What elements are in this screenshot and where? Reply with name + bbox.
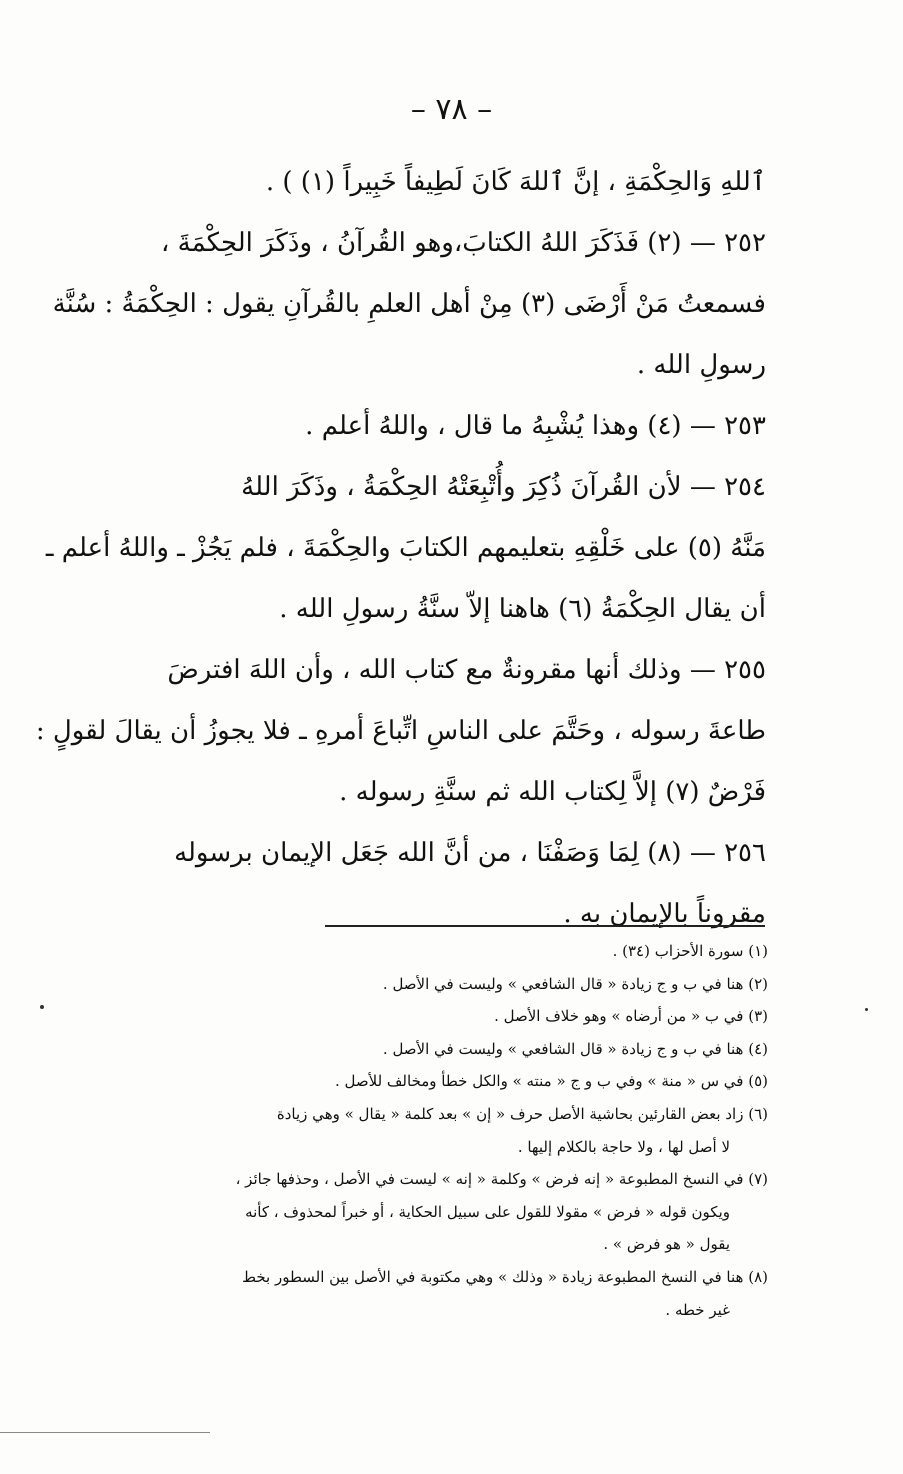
text-line: ٢٥٤ — لأن القُرآنَ ذُكِرَ وأُتْبِعَتْهُ الحِكْمَةُ ، وذَكَرَ اللهُ (241, 472, 766, 502)
footnote-line: (٥) في س « منة » وفي ب و ج « منته » والكل خطأ ومخالف للأصل . (334, 1072, 768, 1091)
text-line: ٢٥٥ — وذلك أنها مقرونةٌ مع كتاب الله ، وأن اللهَ افترضَ (167, 655, 766, 685)
footnotes (108, 935, 768, 1326)
footnote-line: (٣) في ب « من أرضاه » وهو خلاف الأصل . (494, 1007, 768, 1026)
text-line: طاعةَ رسوله ، وحَتَّمَ على الناسِ اتِّباعَ أمرهِ ـ فلا يجوزُ أن يقالَ لقولٍ : (35, 716, 766, 746)
footnote-line: غير خطه . (665, 1300, 730, 1319)
footnote-line: يقول « هو فرض » . (603, 1235, 730, 1254)
text-line: مَنَّهُ (٥) على خَلْقِهِ بتعليمهم الكتابَ والحِكْمَةَ ، فلم يَجُزْ ـ واللهُ أعلم ـ (45, 533, 766, 563)
footnote-line: (٧) في النسخ المطبوعة « إنه فرض » وكلمة « إنه » ليست في الأصل ، وحذفها جائز ، (235, 1170, 768, 1189)
text-line: ٢٥٣ — (٤) وهذا يُشْبِهُ ما قال ، واللهُ أعلم . (305, 411, 766, 441)
footnote-line: لا أصل لها ، ولا حاجة بالكلام إليها . (517, 1137, 730, 1156)
footnote-separator (325, 925, 765, 927)
footnote-line: (٨) هنا في النسخ المطبوعة زيادة « وذلك » وهي مكتوبة في الأصل بين السطور بخط (242, 1267, 768, 1286)
text-line: ٢٥٦ — (٨) لِمَا وَصَفْنَا ، من أنَّ الله جَعَل الإيمان برسوله (174, 838, 766, 868)
text-line: ٱللهِ وَالحِكْمَةِ ، إنَّ ٱللهَ كَانَ لَطِيفاً خَبِيراً (١) ) . (265, 167, 766, 197)
text-line: رسولِ الله . (636, 350, 766, 380)
bottom-rule (0, 1432, 210, 1433)
speck-mark (40, 1005, 44, 1009)
page-number: – ٧٨ – (410, 92, 493, 127)
footnote-line: (١) سورة الأحزاب (٣٤) . (612, 942, 768, 960)
main-text (35, 152, 766, 945)
text-line: فَرْضٌ (٧) إلاَّ لِكتاب الله ثم سنَّةِ رسوله . (339, 777, 766, 807)
footnote-line: ويكون قوله « فرض » مقولا للقول على سبيل الحكاية ، أو خبراً لمحذوف ، كأنه (245, 1202, 730, 1221)
text-line: فسمعتُ مَنْ أَرْضَى (٣) مِنْ أهل العلمِ بالقُرآنِ يقول : الحِكْمَةُ : سُنَّة (52, 289, 766, 319)
text-line: ٢٥٢ — (٢) فَذَكَرَ اللهُ الكتابَ،وهو القُرآنُ ، وذَكَرَ الحِكْمَةَ ، (160, 228, 766, 258)
text-line: مقروناً بالإيمان به . (563, 899, 766, 929)
footnote-line: (٢) هنا في ب و ج زيادة « قال الشافعي » وليست في الأصل . (382, 974, 768, 993)
footnote-line: (٦) زاد بعض القارئين بحاشية الأصل حرف « إن » بعد كلمة « يقال » وهي زيادة (276, 1104, 768, 1123)
speck-mark (865, 1008, 868, 1011)
text-line: أن يقال الحِكْمَةُ (٦) هاهنا إلاّ سنَّةُ رسولِ الله . (279, 594, 766, 624)
footnote-line: (٤) هنا في ب و ج زيادة « قال الشافعي » وليست في الأصل . (382, 1039, 768, 1058)
